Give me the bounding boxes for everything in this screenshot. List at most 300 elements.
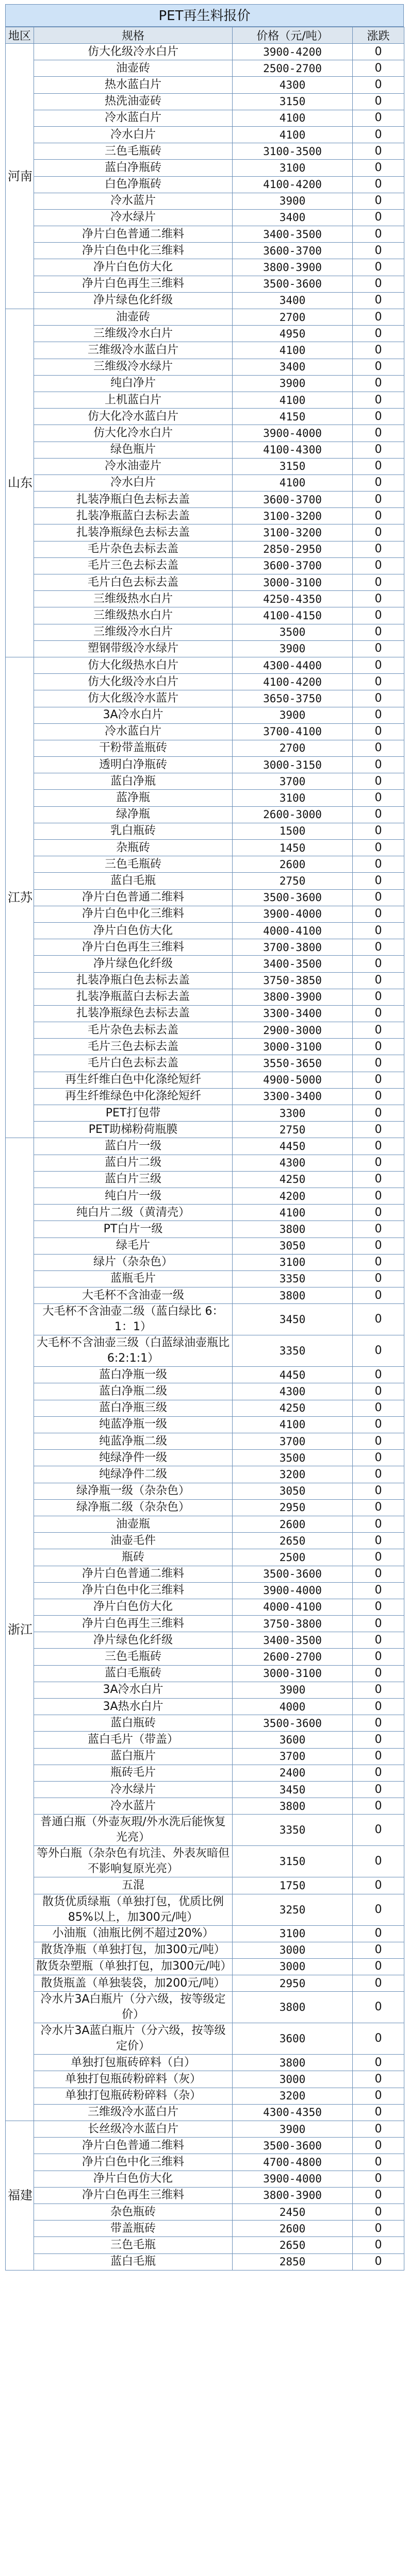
price-cell: 2500	[233, 1549, 353, 1566]
spec-cell: PET打包带	[34, 1105, 233, 1122]
change-cell: 0	[353, 375, 404, 392]
table-row	[6, 1516, 404, 1532]
spec-cell: 上机蓝白片	[34, 392, 233, 408]
header-row	[6, 27, 404, 44]
price-cell: 3300-3400	[233, 1005, 353, 1022]
spec-cell: 瓶砖	[34, 1549, 233, 1566]
price-cell: 3900	[233, 375, 353, 392]
spec-cell: 小油瓶（油瓶比例不超过20%）	[34, 1925, 233, 1942]
price-cell: 3900	[233, 640, 353, 657]
change-cell: 0	[353, 1798, 404, 1815]
spec-cell: 再生纤维白色中化涤纶短纤	[34, 1072, 233, 1088]
spec-cell: 三色毛瓶砖	[34, 143, 233, 160]
price-cell: 3400	[233, 359, 353, 375]
change-cell: 0	[353, 1582, 404, 1599]
change-cell: 0	[353, 1975, 404, 1992]
price-cell: 3550-3650	[233, 1055, 353, 1072]
table-row	[6, 640, 404, 657]
spec-cell: 蓝白片三级	[34, 1171, 233, 1188]
change-cell: 0	[353, 2121, 404, 2138]
price-cell: 3700-4100	[233, 723, 353, 740]
change-cell: 0	[353, 1055, 404, 1072]
spec-cell: 绿毛片	[34, 1238, 233, 1254]
change-cell: 0	[353, 557, 404, 574]
table-row	[6, 1433, 404, 1450]
table-row	[6, 309, 404, 326]
spec-cell: 净片白色再生三维料	[34, 939, 233, 956]
price-cell: 4100	[233, 1416, 353, 1433]
change-cell: 0	[353, 2138, 404, 2154]
spec-cell: 三色毛瓶砖	[34, 856, 233, 873]
price-cell: 3400-3500	[233, 226, 353, 243]
table-row	[6, 1270, 404, 1287]
table-row	[6, 326, 404, 342]
price-cell: 3100	[233, 1254, 353, 1270]
table-row	[6, 1781, 404, 1798]
spec-cell: 蓝瓶毛片	[34, 1270, 233, 1287]
change-cell: 0	[353, 309, 404, 326]
price-cell: 3300	[233, 1105, 353, 1122]
table-row	[6, 806, 404, 823]
price-cell: 2750	[233, 1122, 353, 1138]
table-row	[6, 1549, 404, 1566]
change-cell: 0	[353, 1925, 404, 1942]
spec-cell: 白色净瓶砖	[34, 176, 233, 193]
change-cell: 0	[353, 790, 404, 806]
price-cell: 2650	[233, 1533, 353, 1549]
spec-cell: 单独打包瓶砖碎料（白）	[34, 2055, 233, 2071]
change-cell: 0	[353, 44, 404, 60]
table-row	[6, 757, 404, 773]
change-cell: 0	[353, 740, 404, 756]
table-row	[6, 972, 404, 989]
table-row	[6, 2204, 404, 2220]
price-cell: 3400	[233, 292, 353, 309]
spec-cell: 毛片白色去标去盖	[34, 1055, 233, 1072]
table-row	[6, 1400, 404, 1416]
spec-cell: 蓝白毛片（带盖）	[34, 1732, 233, 1748]
spec-cell: 蓝白瓶砖	[34, 1715, 233, 1732]
table-row	[6, 2121, 404, 2138]
change-cell: 0	[353, 126, 404, 143]
spec-cell: 绿片（杂杂色）	[34, 1254, 233, 1270]
spec-cell: 纯绿净件一级	[34, 1450, 233, 1466]
spec-cell: 净片白色再生三维料	[34, 1616, 233, 1632]
table-row	[6, 1975, 404, 1992]
price-cell: 4100	[233, 1205, 353, 1221]
change-cell: 0	[353, 674, 404, 690]
change-cell: 0	[353, 2055, 404, 2071]
change-cell: 0	[353, 2187, 404, 2204]
table-row	[6, 409, 404, 425]
change-cell: 0	[353, 906, 404, 922]
price-cell: 3900	[233, 1682, 353, 1698]
table-row	[6, 1188, 404, 1204]
spec-cell: 绿净瓶	[34, 806, 233, 823]
spec-cell: 杂瓶砖	[34, 840, 233, 856]
price-cell: 3350	[233, 1815, 353, 1846]
table-row	[6, 1815, 404, 1846]
table-row	[6, 375, 404, 392]
change-cell: 0	[353, 640, 404, 657]
price-cell: 3000-3150	[233, 757, 353, 773]
spec-cell: 纯白净片	[34, 375, 233, 392]
table-row	[6, 2071, 404, 2088]
price-cell: 3100-3200	[233, 508, 353, 524]
table-row	[6, 1499, 404, 1516]
price-cell: 2500-2700	[233, 60, 353, 77]
change-cell: 0	[353, 939, 404, 956]
spec-cell: 透明白净瓶砖	[34, 757, 233, 773]
change-cell: 0	[353, 690, 404, 707]
spec-cell: 绿色瓶片	[34, 442, 233, 458]
table-row	[6, 160, 404, 176]
price-cell: 1750	[233, 1877, 353, 1894]
change-cell: 0	[353, 143, 404, 160]
spec-cell: 三维级热水白片	[34, 591, 233, 607]
price-cell: 3600	[233, 2023, 353, 2055]
price-cell: 4450	[233, 1138, 353, 1155]
change-cell: 0	[353, 93, 404, 110]
change-cell: 0	[353, 1732, 404, 1748]
table-row	[6, 1005, 404, 1022]
spec-cell: 仿大化级冷水白片	[34, 44, 233, 60]
price-cell: 3000	[233, 1942, 353, 1958]
change-cell: 0	[353, 1846, 404, 1877]
change-cell: 0	[353, 492, 404, 508]
spec-cell: 纯蓝净瓶一级	[34, 1416, 233, 1433]
price-cell: 3750-3850	[233, 972, 353, 989]
change-cell: 0	[353, 2154, 404, 2171]
price-cell: 2900-3000	[233, 1022, 353, 1039]
price-cell: 4250	[233, 1171, 353, 1188]
change-cell: 0	[353, 1516, 404, 1532]
spec-cell: 瓶砖毛片	[34, 1765, 233, 1781]
spec-cell: 大毛杯不含油壶一级	[34, 1287, 233, 1304]
change-cell: 0	[353, 359, 404, 375]
change-cell: 0	[353, 276, 404, 292]
table-row	[6, 2237, 404, 2253]
table-row	[6, 1798, 404, 1815]
region-cell: 河南	[6, 44, 34, 309]
price-cell: 4000	[233, 1699, 353, 1715]
table-row	[6, 989, 404, 1005]
change-cell: 0	[353, 1022, 404, 1039]
change-cell: 0	[353, 110, 404, 126]
spec-cell: 毛片杂色去标去盖	[34, 541, 233, 557]
change-cell: 0	[353, 1367, 404, 1383]
table-row	[6, 474, 404, 491]
table-row	[6, 1599, 404, 1615]
table-row	[6, 1383, 404, 1400]
change-cell: 0	[353, 409, 404, 425]
price-cell: 2950	[233, 1499, 353, 1516]
change-cell: 0	[353, 823, 404, 839]
table-row	[6, 492, 404, 508]
change-cell: 0	[353, 176, 404, 193]
table-body	[6, 44, 404, 2270]
price-cell: 4100	[233, 392, 353, 408]
price-cell: 2850	[233, 2253, 353, 2270]
spec-cell: 纯绿净件二级	[34, 1466, 233, 1483]
table-row	[6, 707, 404, 723]
price-cell: 3500-3600	[233, 889, 353, 906]
table-row	[6, 126, 404, 143]
spec-cell: 冷水绿片	[34, 209, 233, 226]
spec-cell: 油壶瓶	[34, 1516, 233, 1532]
price-cell: 3400-3500	[233, 956, 353, 972]
table-row	[6, 1765, 404, 1781]
spec-cell: 净片白色中化三维料	[34, 2154, 233, 2171]
price-cell: 3800-3900	[233, 989, 353, 1005]
table-row	[6, 193, 404, 209]
change-cell: 0	[353, 1450, 404, 1466]
price-cell: 3700	[233, 773, 353, 790]
change-cell: 0	[353, 1781, 404, 1798]
price-cell: 4700-4800	[233, 2154, 353, 2171]
price-cell: 4000-4100	[233, 1599, 353, 1615]
price-cell: 3250	[233, 1894, 353, 1925]
spec-cell: 油壶砖	[34, 60, 233, 77]
table-row	[6, 1335, 404, 1367]
change-cell: 0	[353, 1499, 404, 1516]
change-cell: 0	[353, 392, 404, 408]
spec-cell: 三维级冷水蓝白片	[34, 2104, 233, 2121]
change-cell: 0	[353, 1682, 404, 1698]
price-cell: 4300-4400	[233, 657, 353, 673]
region-cell: 山东	[6, 309, 34, 657]
spec-cell: 纯白片一级	[34, 1188, 233, 1204]
table-row	[6, 1088, 404, 1105]
spec-cell: 单独打包瓶砖粉碎料（灰）	[34, 2071, 233, 2088]
spec-cell: 普通白瓶（外壶灰瑕/外水洗后能恢复光亮）	[34, 1815, 233, 1846]
change-cell: 0	[353, 1188, 404, 1204]
change-cell: 0	[353, 1958, 404, 1975]
spec-cell: 热洗油壶砖	[34, 93, 233, 110]
spec-cell: 扎装净瓶绿色去标去盖	[34, 1005, 233, 1022]
change-cell: 0	[353, 541, 404, 557]
spec-cell: 净片白色仿大化	[34, 1599, 233, 1615]
change-cell: 0	[353, 1254, 404, 1270]
table-row	[6, 342, 404, 359]
change-cell: 0	[353, 342, 404, 359]
price-cell: 3900	[233, 193, 353, 209]
price-cell: 4000-4100	[233, 922, 353, 939]
spec-cell: 扎装净瓶白色去标去盖	[34, 492, 233, 508]
change-cell: 0	[353, 1649, 404, 1665]
change-cell: 0	[353, 1599, 404, 1615]
spec-cell: 仿大化级冷水白片	[34, 674, 233, 690]
table-row	[6, 93, 404, 110]
spec-cell: 冷水白片	[34, 126, 233, 143]
spec-cell: 净片白色中化三维料	[34, 1582, 233, 1599]
table-row	[6, 1367, 404, 1383]
price-cell: 4100-4200	[233, 176, 353, 193]
price-cell: 3100-3500	[233, 143, 353, 160]
price-cell: 4200	[233, 1188, 353, 1204]
change-cell: 0	[353, 1416, 404, 1433]
spec-cell: 三维级冷水蓝白片	[34, 342, 233, 359]
price-cell: 3100	[233, 1925, 353, 1942]
change-cell: 0	[353, 2253, 404, 2270]
table-row	[6, 1649, 404, 1665]
change-cell: 0	[353, 209, 404, 226]
price-cell: 2700	[233, 309, 353, 326]
change-cell: 0	[353, 259, 404, 276]
price-cell: 3900-4000	[233, 425, 353, 442]
table-row	[6, 1566, 404, 1582]
spec-cell: 蓝白片一级	[34, 1138, 233, 1155]
change-cell: 0	[353, 1765, 404, 1781]
price-cell: 4150	[233, 409, 353, 425]
spec-cell: 大毛杯不含油壶三级（白蓝绿油壶瓶比6:2:1:1）	[34, 1335, 233, 1367]
table-row	[6, 44, 404, 60]
table-row	[6, 425, 404, 442]
change-cell: 0	[353, 1466, 404, 1483]
spec-cell: 仿大化冷水蓝白片	[34, 409, 233, 425]
table-row	[6, 259, 404, 276]
change-cell: 0	[353, 1699, 404, 1715]
change-cell: 0	[353, 524, 404, 541]
change-cell: 0	[353, 2023, 404, 2055]
table-row	[6, 2104, 404, 2121]
table-row	[6, 823, 404, 839]
price-cell: 3750-3800	[233, 1616, 353, 1632]
change-cell: 0	[353, 292, 404, 309]
change-cell: 0	[353, 2221, 404, 2237]
spec-cell: 冷水片3A白瓶片（分六级，按等级定价）	[34, 1992, 233, 2023]
spec-cell: 热水蓝白片	[34, 77, 233, 93]
price-cell: 3400	[233, 209, 353, 226]
spec-cell: 蓝白净瓶二级	[34, 1383, 233, 1400]
spec-cell: 三色毛瓶	[34, 2237, 233, 2253]
table-row	[6, 790, 404, 806]
spec-cell: 净片白色普通二维料	[34, 226, 233, 243]
change-cell: 0	[353, 1942, 404, 1958]
price-cell: 3050	[233, 1238, 353, 1254]
spec-cell: 净片绿色化纤级	[34, 956, 233, 972]
change-cell: 0	[353, 757, 404, 773]
change-cell: 0	[353, 1270, 404, 1287]
table-row	[6, 1877, 404, 1894]
price-cell: 3650-3750	[233, 690, 353, 707]
price-cell: 2600	[233, 856, 353, 873]
price-cell: 3400-3500	[233, 1632, 353, 1649]
table-row	[6, 1466, 404, 1483]
spec-cell: 三维级热水白片	[34, 607, 233, 624]
price-cell: 4250	[233, 1400, 353, 1416]
price-cell: 2700	[233, 740, 353, 756]
price-cell: 3900-4200	[233, 44, 353, 60]
spec-cell: 三色毛瓶砖	[34, 1649, 233, 1665]
table-row	[6, 524, 404, 541]
spec-cell: 塑钢带级冷水绿片	[34, 640, 233, 657]
spec-cell: 散货净瓶（单独打包，加300元/吨）	[34, 1942, 233, 1958]
table-row	[6, 541, 404, 557]
table-row	[6, 889, 404, 906]
spec-cell: PT白片一级	[34, 1221, 233, 1238]
spec-cell: 净片白色普通二维料	[34, 889, 233, 906]
table-row	[6, 840, 404, 856]
table-row	[6, 77, 404, 93]
change-cell: 0	[353, 1616, 404, 1632]
change-cell: 0	[353, 956, 404, 972]
table-row	[6, 110, 404, 126]
price-cell: 3000-3100	[233, 1039, 353, 1055]
table-row	[6, 1254, 404, 1270]
price-cell: 4100	[233, 126, 353, 143]
spec-cell: 蓝净瓶	[34, 790, 233, 806]
table-row	[6, 1582, 404, 1599]
change-cell: 0	[353, 1005, 404, 1022]
price-cell: 1500	[233, 823, 353, 839]
change-cell: 0	[353, 1205, 404, 1221]
spec-cell: 3A热水白片	[34, 1699, 233, 1715]
spec-cell: 冷水蓝白片	[34, 110, 233, 126]
price-cell: 4100	[233, 342, 353, 359]
table-row	[6, 1105, 404, 1122]
price-cell: 3600-3700	[233, 557, 353, 574]
table-row	[6, 1304, 404, 1335]
change-cell: 0	[353, 442, 404, 458]
table-row	[6, 1416, 404, 1433]
price-cell: 3000	[233, 1958, 353, 1975]
spec-cell: 蓝白净瓶一级	[34, 1367, 233, 1383]
spec-cell: 净片白色普通二维料	[34, 1566, 233, 1582]
spec-cell: 蓝白净瓶砖	[34, 160, 233, 176]
table-row	[6, 1533, 404, 1549]
spec-cell: 等外白瓶（杂杂色有坑洼、外表灰暗但不影响复原光亮）	[34, 1846, 233, 1877]
spec-cell: 冷水油壶片	[34, 458, 233, 474]
change-cell: 0	[353, 1221, 404, 1238]
change-cell: 0	[353, 2071, 404, 2088]
table-row	[6, 359, 404, 375]
region-cell: 福建	[6, 2121, 34, 2270]
spec-cell: 冷水白片	[34, 474, 233, 491]
table-row	[6, 1699, 404, 1715]
price-cell: 2600	[233, 1516, 353, 1532]
price-cell: 4250-4350	[233, 591, 353, 607]
change-cell: 0	[353, 922, 404, 939]
table-row	[6, 1682, 404, 1698]
price-cell: 3900	[233, 707, 353, 723]
sheet-title: PET再生料报价	[5, 4, 404, 27]
table-row	[6, 2253, 404, 2270]
change-cell: 0	[353, 2237, 404, 2253]
spec-cell: 长丝级冷水蓝白片	[34, 2121, 233, 2138]
price-cell: 3000-3100	[233, 1665, 353, 1682]
price-cell: 3200	[233, 1466, 353, 1483]
header-region: 地区	[6, 27, 34, 44]
spec-cell: 散货杂塑瓶（单独打包，加300元/吨）	[34, 1958, 233, 1975]
table-row	[6, 1171, 404, 1188]
table-row	[6, 1665, 404, 1682]
spec-cell: 净片绿色化纤级	[34, 1632, 233, 1649]
spec-cell: 三维级冷水白片	[34, 326, 233, 342]
change-cell: 0	[353, 856, 404, 873]
price-table	[5, 27, 404, 2270]
price-cell: 2600	[233, 2221, 353, 2237]
change-cell: 0	[353, 989, 404, 1005]
price-cell: 3600-3700	[233, 243, 353, 259]
change-cell: 0	[353, 1072, 404, 1088]
change-cell: 0	[353, 889, 404, 906]
spec-cell: 带盖瓶砖	[34, 2221, 233, 2237]
price-cell: 3900-4000	[233, 1582, 353, 1599]
table-row	[6, 1992, 404, 2023]
price-cell: 4450	[233, 1367, 353, 1383]
table-row	[6, 1055, 404, 1072]
